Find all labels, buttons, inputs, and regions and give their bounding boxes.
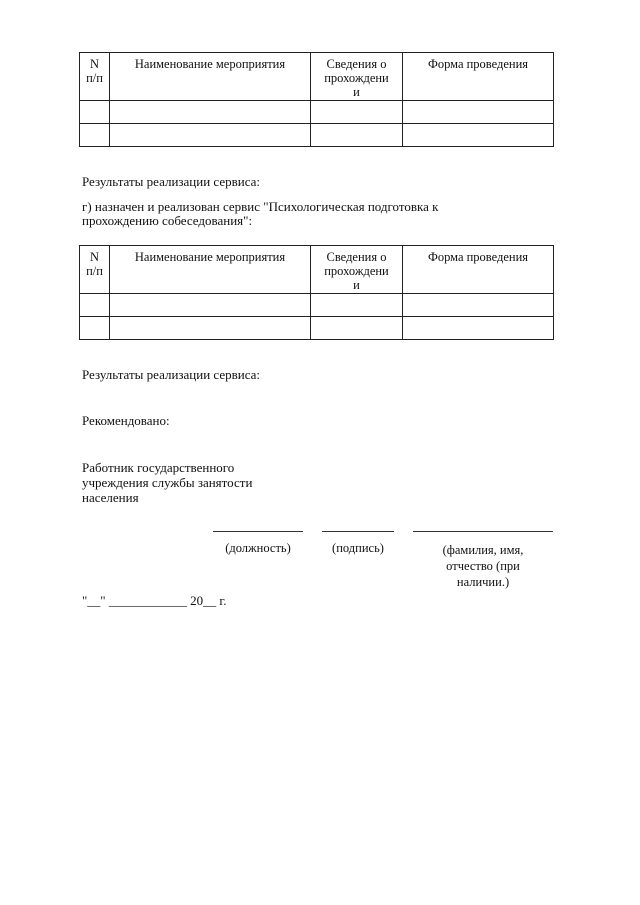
table-cell[interactable]	[403, 124, 554, 147]
col-header-num: N п/п	[80, 53, 110, 101]
col-header-info: Сведения о прохождени и	[311, 246, 403, 294]
table-cell[interactable]	[80, 124, 110, 147]
table-row	[80, 101, 554, 124]
name-caption	[413, 542, 553, 590]
results-label-1: Результаты реализации сервиса:	[82, 174, 261, 189]
table-cell[interactable]	[80, 317, 110, 340]
name-caption-line1: (фамилия, имя,	[442, 543, 524, 557]
table-cell[interactable]	[311, 294, 403, 317]
col-header-info: Сведения о прохождени и	[311, 53, 403, 101]
service-g-line1: г) назначен и реализован сервис "Психологическая подготовка к	[82, 199, 439, 214]
position-line[interactable]	[213, 531, 303, 532]
table-cell[interactable]	[110, 294, 311, 317]
recommended-label: Рекомендовано:	[82, 413, 170, 428]
table-cell[interactable]	[403, 101, 554, 124]
col-header-num: N п/п	[80, 246, 110, 294]
table-cell[interactable]	[110, 101, 311, 124]
col-header-form: Форма проведения	[403, 53, 554, 101]
worker-line1: Работник государственного	[82, 460, 235, 475]
table-header-row	[80, 53, 554, 101]
name-caption-line2: отчество (при	[446, 559, 520, 573]
table-row	[80, 317, 554, 340]
events-table-2	[79, 245, 554, 340]
events-table-1	[79, 52, 554, 147]
worker-line2: учреждения службы занятости	[82, 475, 253, 490]
table-cell[interactable]	[403, 317, 554, 340]
worker-line3: населения	[82, 490, 139, 505]
signature-caption: (подпись)	[332, 541, 384, 555]
table-cell[interactable]	[80, 294, 110, 317]
table-cell[interactable]	[311, 101, 403, 124]
col-header-form: Форма проведения	[403, 246, 554, 294]
table-cell[interactable]	[311, 317, 403, 340]
position-caption: (должность)	[225, 541, 291, 555]
service-g-line2: прохождению собеседования":	[82, 213, 253, 228]
table-cell[interactable]	[80, 101, 110, 124]
table-cell[interactable]	[110, 124, 311, 147]
col-header-name: Наименование мероприятия	[110, 53, 311, 101]
table-cell[interactable]	[311, 124, 403, 147]
col-header-name: Наименование мероприятия	[110, 246, 311, 294]
name-caption-line3: наличии.)	[456, 575, 510, 589]
name-line[interactable]	[413, 531, 553, 532]
table-row	[80, 294, 554, 317]
table-header-row	[80, 246, 554, 294]
date-line[interactable]: "__" ____________ 20__ г.	[82, 593, 227, 608]
table-cell[interactable]	[110, 317, 311, 340]
table-cell[interactable]	[403, 294, 554, 317]
signature-line[interactable]	[322, 531, 394, 532]
results-label-2: Результаты реализации сервиса:	[82, 367, 261, 382]
table-row	[80, 124, 554, 147]
